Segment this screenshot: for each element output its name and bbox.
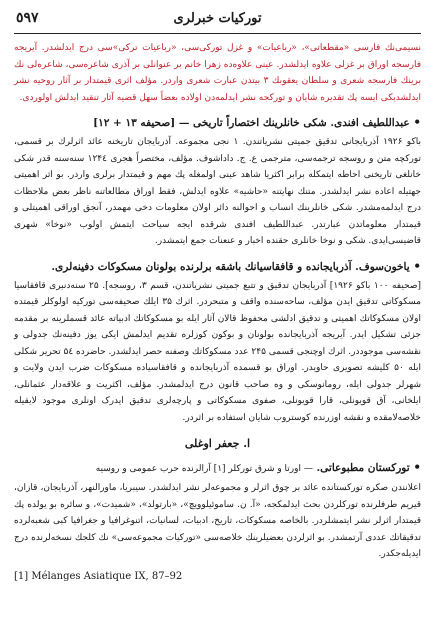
- section-heading-text: تورکستان مطبوعاتی.: [316, 462, 410, 474]
- footnote-reference: [1] Mélanges Asiatique IX, 87–92: [14, 570, 183, 582]
- bullet-icon: •: [413, 258, 421, 273]
- bullet-icon: •: [413, 460, 421, 474]
- section-body-coins: [صحیفه ۱۰۰ باکو ۱۹۲۶] آذربایجان تدقیق و تتبع جمیتی نشریاتندن، قسم ۳، روسجه]. ۲۵ سنه‌دنبری قافقاسیا مسکوکاتی تدقیق ایدن مؤلف، ساحه‌سنده واقف و متبحردر. اثرك ۳۵ ایلك صحیفه‌سی تورکیه اولوکلر قیمتده اولان مسکوکاتك اهمیتی و تدقیق ادلشی محفوظ قالان آثار ایله بو مسکوکاتك ادبیاته عائد قسملرینه بر مقدمه جزئی تشکیل ایدر. آیریجه آذربایجانده بولونان و بوکون کوزلره تقدیم ایدلمش ایکی یوز دفینه‌نك جدولی و نقشه‌سی موجوددر. اثرك اوچنجی قسمی ۲۴۵ عدد مسکوکاتك وصفنه حصر ایدلشدر. حاضرده ۵٤ تحریر شکلی ایله ۵۰ کلیشه تصویری حاویدر. اوراق بو قسمده آذربایجانده و قافقاسیاده مسکوکات ضرب ایدن ولایت و شهرلر جدولی ایله، رومانوسکی و وه صاحب قانون درج ایدلمشدر. مؤلف، اکثریت و علاقه‌دار عثمانلی، ایلخانی، آق قویونلی، قارا قویونلی، صفوی مسکوکاتی و پارچه‌لری تدقیق ایدرک اونلری موجود لایقیله خلاصه‌لامقده و نقشه اوزرنده کوستروب شایان استفاده بر اثردر.: [14, 280, 422, 423]
- section-body-turkestan: اعلانندن صکره تورکستانده عائد بر چوق اثرلر و مجموعه‌لر نشر ایدلشدر. سیبریا، ماورالنهر، آذربایجان، قازان، قیریم طرفلرنده تورکلردن بحث ایدلمکجه، «آ. ن. ساموئیلوویچ»، «بارتولد»، «شمیدت»، و سائره بو یولده پك قیمتدار اثرلر نشر ایتمشلردر. بالخاصه مسکوکات، تاریخ، ادبیات، لسانیات، اتنوغرافیا و جغرافیا کبی شعبه‌لرده تدقیقاتك عددی آرتمشدر. بو اثرلردن بعضیلرینك خلاصه‌سی «تورکیات مجموعه‌سی» نك کلجك نسخه‌لرنده درج ایدیله‌جکدر.: [14, 483, 421, 559]
- section-heading-tail: — اورتا و شرق تورکلر [۱] آرالرنده حرب عمومی و روسیه: [95, 464, 313, 474]
- section-heading-turkestan: [14, 459, 421, 478]
- signature-line: [8, 432, 427, 451]
- page-number: ٥٩٧: [16, 10, 39, 26]
- section-heading-text: یاخون‌سوف. آذربایجانده و قافقاسیانك باشقه برلرنده بولونان مسکوکات دفینه‌لری.: [51, 260, 410, 273]
- bullet-icon: •: [413, 115, 421, 129]
- page-header: [8, 6, 427, 40]
- section-heading-shaki: [14, 114, 421, 132]
- document-page: [8, 6, 427, 634]
- red-intro-paragraph: نسیمی‌نك فارسی «مقطعاتی»، «رباعیات» و غزل تورکی‌سی، «رباعیات ترکی»‌سی درج ایدلشدر. آیریجه فارسجه اوراق بر غزلی علاوه ایدلشدر. عینی علاوه‌ده زهرا خانم بر عنوانلی بر آذری شاعره‌سی، شاعره‌لی نك برینك فارسجه شعری و سلطان یعقوبك ۳ بیتدن عبارت شعری واردر. مؤلف اثری قیمتدار بر آثار روحیه نشر ایدلشدیکی ایسه پك تقدیره شایان و تورکجه نشر ایدلمه‌دن اولاده بعضاً سهل قضیه آثار تنقید ایدلش اولوردی.: [14, 43, 422, 103]
- running-title: تورکیات خبرلری: [173, 11, 262, 26]
- header-rule: [14, 33, 421, 34]
- signature: ا. جعفر اوغلی: [184, 437, 251, 450]
- section-body-shaki: باکو ۱۹۲۶ آذربایجانی تدقیق جمیتی نشریاتندن. ۱ نجی مجموعه. آذربایجان تاریخنه عائد اثرلرك بر قسمی، تورکچه متن و روسجه ترجمه‌سی، مترجمی ع. ج. داداشوف. مؤلف، مختصراً هجری ۱۲۴٤ سنه‌سنه قدر شکی خانلغی تاریخنی احاطه ایتمکله برابر اکثریا شاهد عینی اولمغله پك مهم و قیمتدار برلری واردر. بو اثر اهمیتی جهتیله اعاده نشر ایدلشدر. متنك نهایتنه «حاشیه» علاوه ایدلش، فقط اوراق مطالعاتنه ناظر بعض ملاحظات درج ایدلمه‌مشدر. شکی خانلرینك انساب و احوالنه دائر اولان معلومات دخی مهمدر، آنجق اوراقی اهمیتلی و قیمتدار معلوماتدن عبارتدر. عبداللطیف افندی شرقده ایجه سیاحت ایتمش اولوب «نوخا» شهری قاضیسی‌ایدی. شکی و نوخا خانلری حقنده اخبار و عنعنات جمع ایتمشدر.: [14, 137, 421, 246]
- section-heading-text: عبداللطیف افندی. شکی خانلرینك اختصاراً تاریخی — [صحیفه ۱۳ + ۱۲]: [93, 117, 410, 129]
- section-heading-coins: [14, 258, 421, 276]
